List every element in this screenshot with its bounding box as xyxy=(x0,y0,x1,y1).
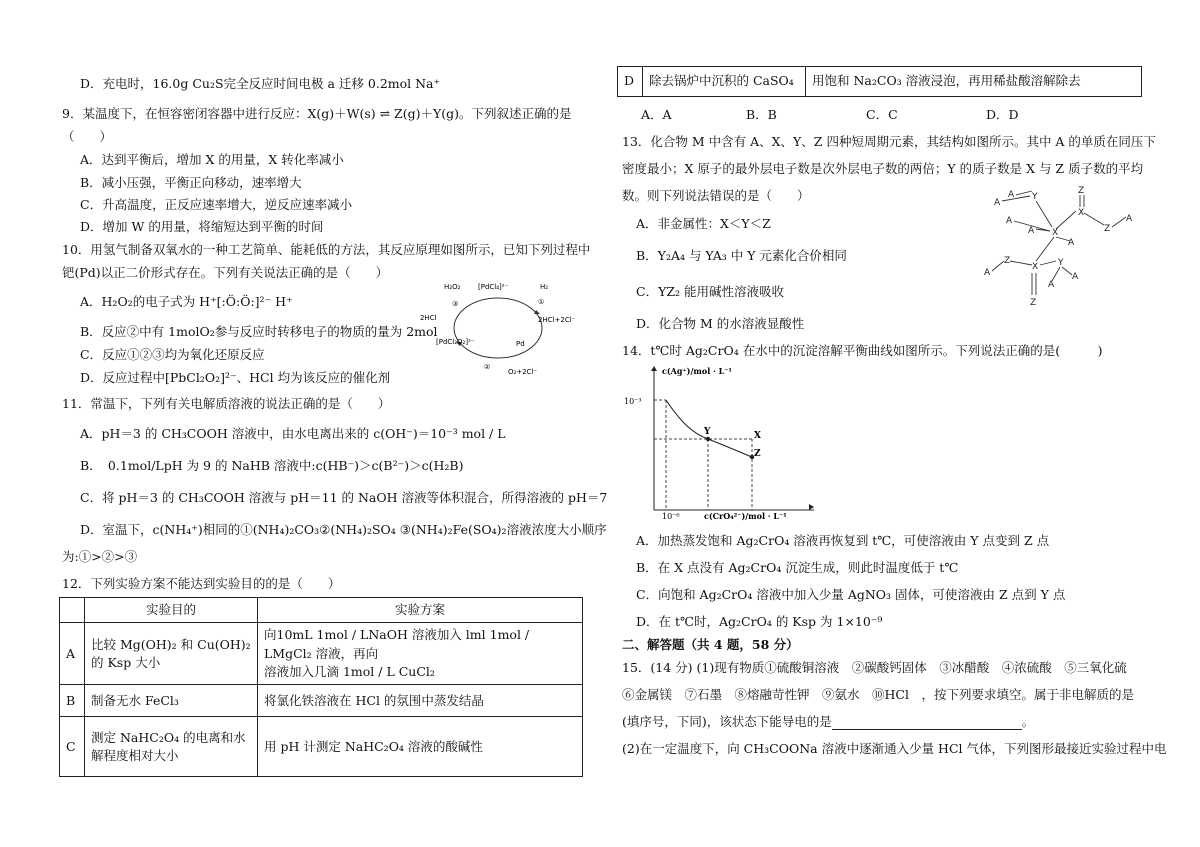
q12-header-purpose: 实验目的 xyxy=(85,598,258,623)
q13-option-d: D．化合物 M 的水溶液显酸性 xyxy=(636,316,805,331)
q13-option-b: B．Y₂A₄ 与 YA₃ 中 Y 元素化合价相同 xyxy=(636,248,847,263)
svg-text:Z: Z xyxy=(1030,298,1037,308)
q15-answer-blank[interactable] xyxy=(832,717,1022,730)
svg-text:A: A xyxy=(1008,190,1015,200)
svg-text:A: A xyxy=(1048,280,1055,290)
q15-line-2: ⑥金属镁 ⑦石墨 ⑧熔融苛性钾 ⑨氨水 ⑩HCl ，按下列要求填空。属于非电解质的是 xyxy=(622,687,1134,702)
q10-option-c: C．反应①②③均为氧化还原反应 xyxy=(80,347,265,362)
svg-text:A: A xyxy=(1068,238,1075,248)
cycle-2hcl-2cl: 2HCl+2Cl⁻ xyxy=(538,316,576,324)
q14-option-c: C．向饱和 Ag₂CrO₄ 溶液中加入少量 AgNO₃ 固体，可使溶液由 Z 点到 Y 点 xyxy=(636,587,1066,602)
point-x-label: X xyxy=(754,431,761,441)
section-2-heading: 二、解答题（共 4 题，58 分） xyxy=(622,637,799,652)
point-y xyxy=(706,437,710,441)
svg-text:Y: Y xyxy=(1058,258,1064,268)
q12-row-c-purpose: 测定 NaHC₂O₄ 的电离和水 解程度相对大小 xyxy=(85,717,258,777)
q14-stem: 14．t℃时 Ag₂CrO₄ 在水中的沉淀溶解平衡曲线如图所示。下列说法正确的是( ) xyxy=(622,343,1103,358)
q8-option-d: D．充电时，16.0g Cu₂S完全反应时间电极 a 迁移 0.2mol Na⁺ xyxy=(80,76,441,91)
svg-text:A: A xyxy=(1072,272,1079,282)
svg-text:A: A xyxy=(984,268,991,278)
q13-stem-2: 密度最小；X 原子的最外层电子数是次外层电子数的两倍；Y 的质子数是 X 与 Z 质子数的平均 xyxy=(622,161,1144,176)
point-y-label: Y xyxy=(704,427,711,437)
q11-option-b: B． 0.1mol/LpH 为 9 的 NaHB 溶液中:c(HB⁻)＞c(B²⁻)＞c(H₂B) xyxy=(80,458,464,473)
y-axis-label: c(Ag⁺)/mol · L⁻¹ xyxy=(662,366,732,376)
q9-option-c: C．升高温度，正反应速率增大，逆反应速率减小 xyxy=(80,197,353,212)
q12-row-b-opt: B xyxy=(60,685,85,717)
q9-option-d: D．增加 W 的用量，将缩短达到平衡的时间 xyxy=(80,219,324,234)
q12-header-blank xyxy=(60,598,85,623)
q14-option-a: A．加热蒸发饱和 Ag₂CrO₄ 溶液再恢复到 t℃，可使溶液由 Y 点变到 Z 点 xyxy=(636,533,1050,548)
q13-stem-3: 数。则下列说法错误的是（ ） xyxy=(622,188,810,203)
q12-row-d-purpose: 除去锅炉中沉积的 CaSO₄ xyxy=(643,67,806,97)
q10-cycle-figure xyxy=(418,280,578,380)
x-tick-label: 10⁻⁶ xyxy=(662,512,680,521)
q15-line-1: 15．(14 分) (1)现有物质①硫酸铜溶液 ②碳酸钙固体 ③冰醋酸 ④浓硫酸 ⑤三氧化硫 xyxy=(622,660,1127,675)
cycle-o2: O₂+2Cl⁻ xyxy=(508,368,538,376)
cycle-h2o2: H₂O₂ xyxy=(444,283,461,291)
q12-row-b-purpose: 制备无水 FeCl₃ xyxy=(85,685,258,717)
svg-text:A: A xyxy=(994,198,1001,208)
q12-choice-d: D．D xyxy=(986,107,1019,122)
q9-option-a: A．达到平衡后，增加 X 的用量，X 转化率减小 xyxy=(80,152,344,167)
cycle-n1: ① xyxy=(538,298,545,306)
q13-structure-figure xyxy=(980,185,1140,310)
cycle-pd: Pd xyxy=(516,340,525,348)
y-tick-label: 10⁻³ xyxy=(624,397,642,406)
q12-choice-a: A．A xyxy=(641,107,672,122)
q12-table-row-d xyxy=(617,66,1142,97)
q10-stem-1: 10．用氢气制备双氧水的一种工艺简单、能耗低的方法，其反应原理如图所示，已知下列过程中 xyxy=(62,242,591,257)
cycle-2hcl: 2HCl xyxy=(420,314,437,322)
cycle-h2: H₂ xyxy=(540,283,549,291)
q13-option-a: A．非金属性：X＜Y＜Z xyxy=(636,216,771,231)
q14-option-b: B．在 X 点没有 Ag₂CrO₄ 沉淀生成，则此时温度低于 t℃ xyxy=(636,560,959,575)
q15-line-3: (填序号，下同)，该状态下能导电的是 。 xyxy=(622,714,1035,729)
q9-stem: 9．某温度下，在恒容密闭容器中进行反应：X(g)＋W(s) ⇌ Z(g)＋Y(g)。下列叙述正确的是 xyxy=(62,106,572,121)
q11-option-a: A．pH＝3 的 CH₃COOH 溶液中，由水电离出来的 c(OH⁻)＝10⁻³ mol / L xyxy=(80,426,506,441)
cycle-pdcl2o2: [PdCl₂O₂]²⁻ xyxy=(436,338,475,346)
q10-stem-2: 钯(Pd)以正二价形式存在。下列有关说法正确的是（ ） xyxy=(62,265,389,280)
q14-option-d: D．在 t℃时，Ag₂CrO₄ 的 Ksp 为 1×10⁻⁹ xyxy=(636,614,883,629)
svg-text:Z: Z xyxy=(1104,224,1111,234)
q10-option-a: A．H₂O₂的电子式为 H⁺[:Ö:Ö:]²⁻ H⁺ xyxy=(80,294,293,309)
q12-row-c-plan: 用 pH 计测定 NaHC₂O₄ 溶液的酸碱性 xyxy=(258,717,583,777)
q13-stem-1: 13．化合物 M 中含有 A、X、Y、Z 四种短周期元素，其结构如图所示。其中 A 的单质在同压下 xyxy=(622,134,1156,149)
q9-option-b: B．减小压强，平衡正向移动，速率增大 xyxy=(80,175,302,190)
q12-choice-c: C．C xyxy=(866,107,898,122)
svg-text:X: X xyxy=(1032,262,1039,272)
q12-row-c-opt: C xyxy=(60,717,85,777)
svg-text:X: X xyxy=(1078,208,1085,218)
svg-text:Z: Z xyxy=(1078,186,1085,196)
x-axis-label: c(CrO₄²⁻)/mol · L⁻¹ xyxy=(704,511,787,521)
q12-row-d-opt: D xyxy=(618,67,643,97)
q15-line-4: (2)在一定温度下，向 CH₃COONa 溶液中逐渐通入少量 HCl 气体，下列图形最接近实验过程中电 xyxy=(622,741,1167,756)
q10-option-d: D．反应过程中[PbCl₂O₂]²⁻、HCl 均为该反应的催化剂 xyxy=(80,370,391,385)
cycle-n2: ② xyxy=(484,363,491,371)
q11-option-d: D．室温下，c(NH₄⁺)相同的①(NH₄)₂CO₃②(NH₄)₂SO₄ ③(NH₄)₂Fe(SO₄)₂溶液浓度大小顺序 xyxy=(80,522,607,537)
q9-paren: （ ） xyxy=(62,129,113,144)
cycle-n3: ③ xyxy=(452,300,459,308)
q12-row-a-plan: 向10mL 1mol / LNaOH 溶液加入 lml 1mol / LMgCl₂ 溶液，再向 溶液加入几滴 1mol / L CuCl₂ xyxy=(258,623,583,685)
svg-text:Y: Y xyxy=(1032,192,1038,202)
q11-stem: 11．常温下，下列有关电解质溶液的说法正确的是（ ） xyxy=(62,396,391,411)
q12-row-a-opt: A xyxy=(60,623,85,685)
cycle-pdcl4: [PdCl₄]²⁻ xyxy=(478,283,509,291)
q12-choice-b: B．B xyxy=(746,107,777,122)
q12-row-b-plan: 将氯化铁溶液在 HCl 的氛围中蒸发结晶 xyxy=(258,685,583,717)
svg-text:Z: Z xyxy=(1004,256,1011,266)
q13-option-c: C．YZ₂ 能用碱性溶液吸收 xyxy=(636,284,784,299)
q12-stem: 12．下列实验方案不能达到实验目的的是（ ） xyxy=(62,576,341,591)
q12-row-a-purpose: 比较 Mg(OH)₂ 和 Cu(OH)₂ 的 Ksp 大小 xyxy=(85,623,258,685)
q12-table xyxy=(59,597,583,777)
svg-text:X: X xyxy=(1052,228,1059,238)
q14-solubility-chart xyxy=(622,362,822,522)
q12-row-d-plan: 用饱和 Na₂CO₃ 溶液浸泡，再用稀盐酸溶解除去 xyxy=(806,67,1142,97)
svg-text:A: A xyxy=(1006,216,1013,226)
q10-option-b: B．反应②中有 1molO₂参与反应时转移电子的物质的量为 2mol xyxy=(80,324,438,339)
point-z-label: Z xyxy=(754,449,761,459)
q11-option-c: C．将 pH＝3 的 CH₃COOH 溶液与 pH＝11 的 NaOH 溶液等体积混合，所得溶液的 pH＝7 xyxy=(80,490,608,505)
svg-text:A: A xyxy=(1028,226,1035,236)
q11-option-d-cont: 为:①>②>③ xyxy=(62,549,138,564)
svg-text:A: A xyxy=(1126,214,1133,224)
q12-header-plan: 实验方案 xyxy=(258,598,583,623)
